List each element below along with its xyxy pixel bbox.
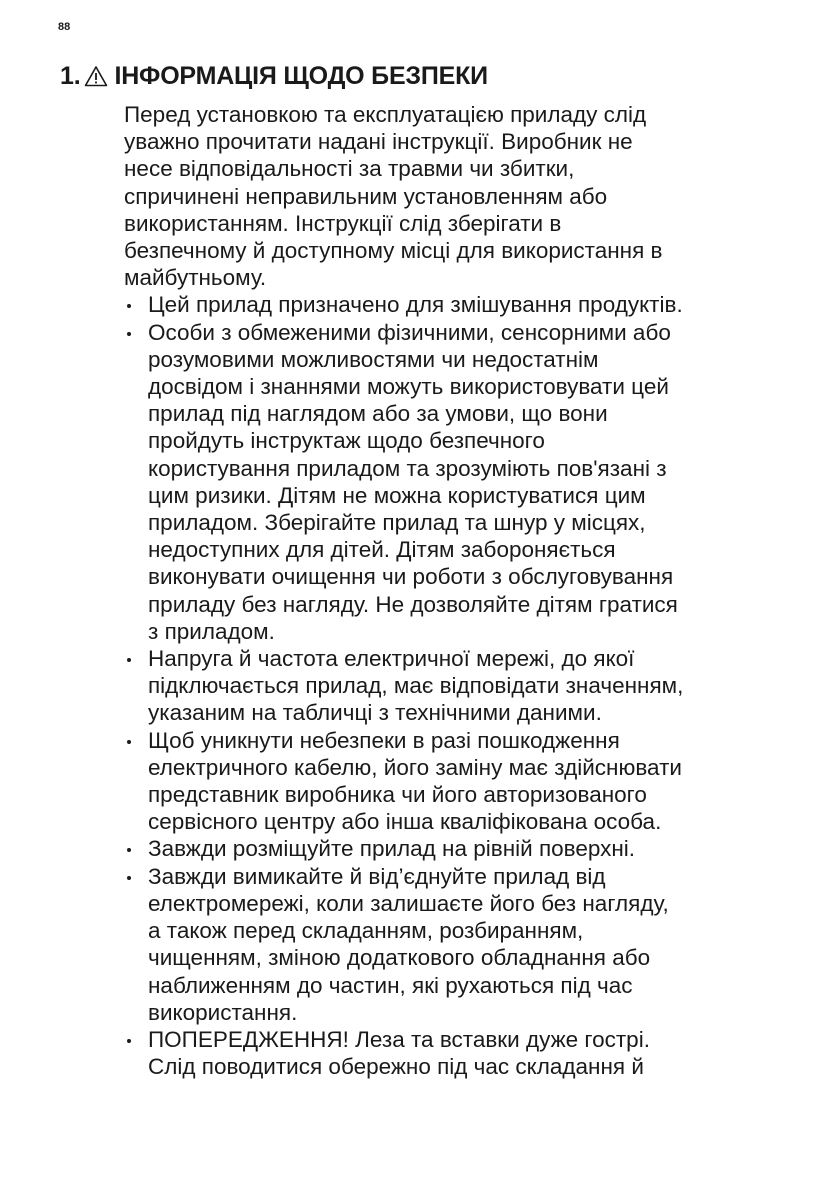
- safety-bullet-list: [124, 291, 784, 1080]
- bullet-line: Слід поводитися обережно під час складання й: [148, 1054, 644, 1080]
- bullet-line: приладу без нагляду. Не дозволяйте дітям гратися: [148, 591, 678, 617]
- bullet-line: розумовими можливостями чи недостатнім: [148, 346, 599, 372]
- bullet-line: ПОПЕРЕДЖЕННЯ! Леза та вставки дуже гострі.: [148, 1026, 650, 1052]
- bullet-line: досвідом і знаннями можуть використовувати цей: [148, 374, 669, 400]
- intro-line: несе відповідальності за травми чи збитки,: [124, 156, 575, 182]
- section-title: [60, 58, 488, 97]
- intro-line: майбутньому.: [124, 265, 267, 291]
- bullet-line: Завжди вимикайте й від’єднуйте прилад від: [148, 863, 606, 889]
- bullet-item: [124, 835, 784, 862]
- bullet-line: представник виробника чи його авторизованого: [148, 782, 647, 808]
- bullet-line: електричного кабелю, його заміну має здійснювати: [148, 754, 682, 780]
- bullet-line: а також перед складанням, розбиранням,: [148, 918, 584, 944]
- bullet-line: Цей прилад призначено для змішування продуктів.: [148, 292, 683, 318]
- bullet-line: пройдуть інструктаж щодо безпечного: [148, 428, 545, 454]
- bullet-item: [124, 863, 784, 1026]
- section-title-text: ІНФОРМАЦІЯ ЩОДО БЕЗПЕКИ: [114, 62, 488, 90]
- warning-triangle-icon: [84, 61, 108, 97]
- intro-line: Перед установкою та експлуатацією приладу слід: [124, 102, 647, 127]
- bullet-item: [124, 727, 784, 836]
- bullet-line: Особи з обмеженими фізичними, сенсорними або: [148, 319, 671, 345]
- safety-content: [124, 101, 784, 1080]
- bullet-line: Щоб уникнути небезпеки в разі пошкодження: [148, 727, 620, 753]
- bullet-line: Напруга й частота електричної мережі, до якої: [148, 646, 635, 672]
- bullet-line: цим ризики. Дітям не можна користуватися цим: [148, 482, 646, 508]
- bullet-line: приладом. Зберігайте прилад та шнур у місцях,: [148, 510, 646, 536]
- bullet-item: [124, 319, 784, 645]
- section-number: 1.: [60, 62, 81, 90]
- bullet-line: виконувати очищення чи роботи з обслуговування: [148, 564, 674, 590]
- bullet-line: наближенням до частин, які рухаються під час: [148, 972, 633, 998]
- bullet-item: [124, 645, 784, 727]
- intro-line: уважно прочитати надані інструкції. Виробник не: [124, 129, 633, 155]
- bullet-line: сервісного центру або інша кваліфікована особа.: [148, 809, 662, 835]
- intro-line: спричинені неправильним установленням або: [124, 183, 608, 209]
- bullet-line: чищенням, зміною додаткового обладнання або: [148, 945, 651, 971]
- intro-paragraph: [124, 101, 784, 291]
- bullet-item: [124, 1026, 784, 1080]
- bullet-line: користування приладом та зрозуміють пов'язані з: [148, 455, 667, 481]
- bullet-line: з приладом.: [148, 618, 275, 644]
- bullet-line: прилад під наглядом або за умови, що вони: [148, 401, 608, 427]
- bullet-line: указаним на табличці з технічними даними.: [148, 700, 602, 726]
- bullet-line: недоступних для дітей. Дітям забороняється: [148, 537, 616, 563]
- bullet-item: [124, 291, 784, 318]
- bullet-line: підключається прилад, має відповідати значенням,: [148, 673, 684, 699]
- bullet-line: використання.: [148, 999, 298, 1025]
- page-number: 88: [58, 21, 71, 33]
- intro-line: безпечному й доступному місці для використання в: [124, 238, 663, 264]
- bullet-line: Завжди розміщуйте прилад на рівній поверхні.: [148, 836, 636, 862]
- intro-line: використанням. Інструкції слід зберігати в: [124, 210, 562, 236]
- bullet-line: електромережі, коли залишаєте його без нагляду,: [148, 890, 669, 916]
